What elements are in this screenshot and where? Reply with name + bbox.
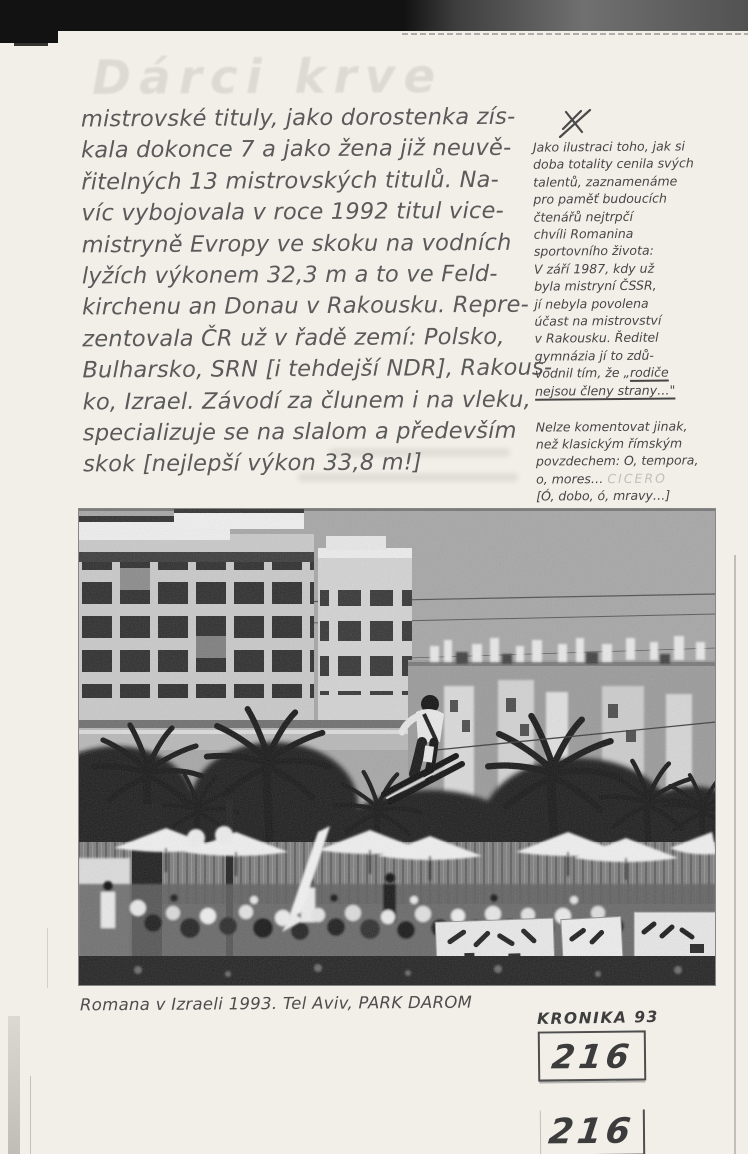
text-line: kirchenu an Donau v Rakousku. Repre-: [82, 292, 530, 321]
text-line: byla mistryní ČSSR,: [534, 277, 657, 294]
text-line: Nelze komentovat jinak,: [535, 418, 688, 435]
underlined-word: rodiče: [629, 364, 669, 381]
text-line: V září 1987, kdy už: [533, 260, 655, 277]
text-line: mistrovské tituly, jako dorostenka zís-: [80, 103, 516, 133]
annotation-paragraph-2: [536, 417, 699, 504]
text-fragment: o, mores…: [536, 470, 604, 487]
quote-prefix: vodnil tím, že „: [534, 365, 631, 381]
page-left-fold-line: [30, 1076, 31, 1154]
photo-caption: Romana v Izraeli 1993. Tel Aviv, PARK DAROM: [79, 992, 473, 1015]
film-grain-overlay: [78, 508, 716, 986]
text-line: [536, 469, 699, 487]
text-line: sportovního života:: [533, 243, 654, 260]
asterisk-mark-icon: [556, 108, 596, 140]
scan-top-black-bar: [0, 0, 748, 31]
text-line: [Ó, dobo, ó, mravy…]: [536, 487, 671, 504]
kronika-label: KRONIKA 93: [536, 1007, 659, 1029]
main-handwritten-paragraph: [81, 102, 553, 482]
text-line: mistryně Evropy ve skoku na vodních: [81, 229, 512, 259]
text-line: chvíli Romanina: [533, 225, 634, 242]
text-line: gymnázia jí to zdů-: [534, 347, 654, 364]
text-line: talentů, zaznamenáme: [533, 173, 678, 190]
text-line: než klasickým římským: [535, 435, 683, 452]
page-left-fold-line-2: [47, 928, 48, 988]
text-line: účast na mistrovství: [534, 312, 662, 329]
text-line: doba totality cenila svých: [533, 155, 694, 173]
text-line: Jako ilustraci toho, jak si: [532, 138, 686, 155]
photo-image: [78, 508, 716, 986]
text-line: jí nebyla povolena: [534, 295, 649, 312]
page-number: 216: [549, 1036, 635, 1076]
text-line: povzdechem: O, tempora,: [535, 452, 699, 469]
ghost-bleedthrough-title: Dárci krve: [91, 49, 444, 106]
text-line: specializuje se na slalom a především: [82, 417, 517, 447]
scan-corner-black-notch: [14, 42, 48, 46]
text-line: skok [nejlepší výkon 33,8 m!]: [82, 449, 423, 478]
page-number-box: [538, 1030, 647, 1081]
text-line: ko, Izrael. Závodí za člunem i na vleku,: [82, 386, 531, 416]
faded-word: CICERO: [607, 470, 667, 486]
text-line-underlined: nejsou členy strany…": [534, 382, 676, 399]
page-number-box-bottom: [540, 1110, 645, 1154]
page-left-fold-shadow: [8, 1016, 20, 1154]
text-line: čtenářů nejtrpčí: [533, 208, 634, 225]
text-line: víc vybojovala v roce 1992 titul vice-: [81, 198, 504, 227]
text-line: zentovala ČR už v řadě zemí: Polsko,: [82, 323, 505, 353]
page-right-fold-line: [734, 555, 736, 1154]
text-line: kala dokonce 7 a jako žena již neuvě-: [81, 135, 512, 164]
annotation-paragraph-1: [533, 137, 696, 399]
scan-edge-line: [402, 33, 748, 35]
photo-water-ski-jump: [78, 508, 716, 986]
text-line: Bulharsko, SRN [i tehdejší NDR], Rakous-: [82, 354, 553, 384]
page-number-bottom: 216: [546, 1111, 638, 1153]
text-line: v Rakousku. Ředitel: [534, 330, 659, 347]
text-line: řitelných 13 mistrovských titulů. Na-: [81, 166, 499, 196]
text-line: pro paměť budoucích: [533, 190, 668, 207]
text-line: [535, 364, 696, 383]
text-line: lyžích výkonem 32,3 m a to ve Feld-: [81, 260, 498, 290]
